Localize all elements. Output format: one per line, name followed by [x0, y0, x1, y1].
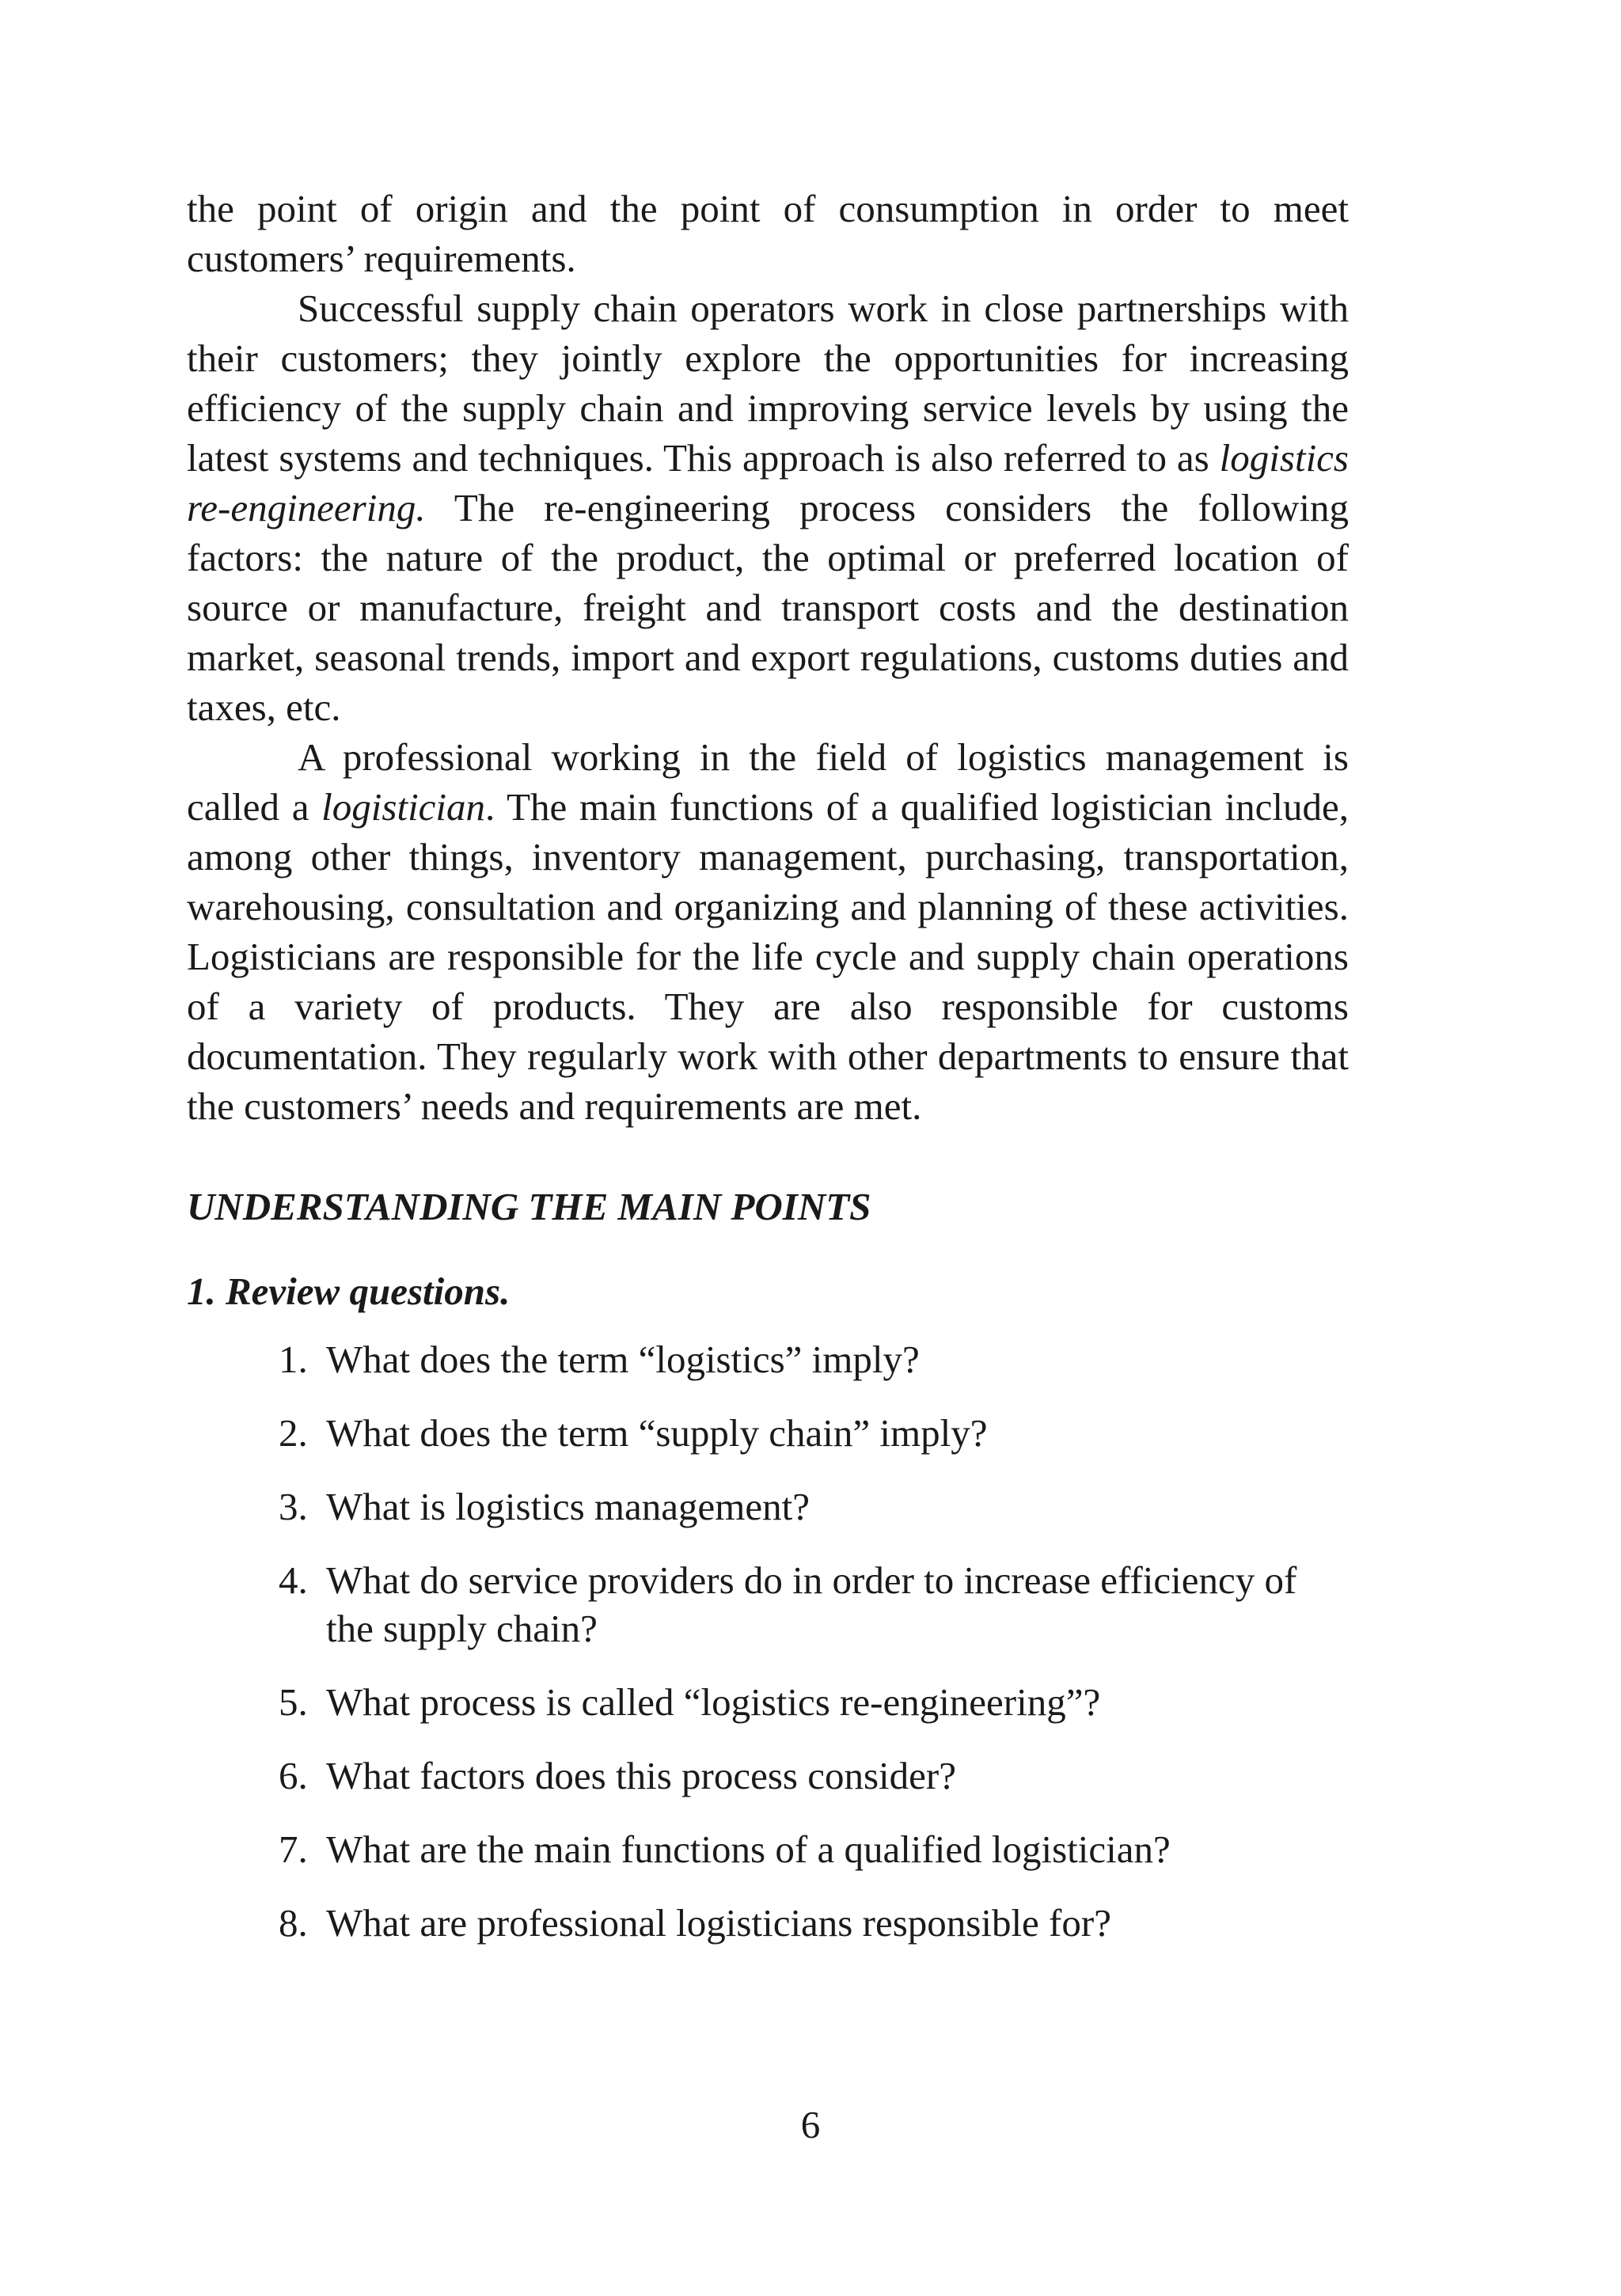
question-item — [187, 1678, 1349, 1726]
question-text: What are the main functions of a qualified logistician? — [326, 1827, 1171, 1871]
question-text: What does the term “supply chain” imply? — [326, 1411, 988, 1455]
page-number: 6 — [800, 2103, 821, 2146]
body-paragraph-1 — [187, 184, 1349, 283]
question-text: What does the term “logistics” imply? — [326, 1338, 920, 1381]
question-text: What do service providers do in order to increase efficiency of the supply chain? — [326, 1558, 1297, 1650]
question-text: What is logistics management? — [326, 1485, 810, 1528]
question-number: 6. — [279, 1754, 308, 1797]
body-paragraph-2 — [187, 283, 1349, 732]
paragraph-text: . The main functions of a qualified logistician include, among other things, inventory management, purchasing, transportation, warehousing, consultation and organizing and planning of these activities. Logisticians are responsible for the life cycle and supply chain operations of a variety of products. They are also responsible for customs documentation. They regularly work with other departments to ensure that the customers’ needs and requirements are met. — [187, 785, 1349, 1128]
paragraph-text: A professional working in the field of logistics management is called a — [187, 735, 1349, 829]
review-questions-list — [187, 1335, 1349, 1947]
question-item — [187, 1556, 1349, 1653]
question-text: What process is called “logistics re-engineering”? — [326, 1680, 1101, 1724]
question-item — [187, 1335, 1349, 1383]
question-item — [187, 1482, 1349, 1531]
page-content — [187, 184, 1349, 1972]
question-text: What are professional logisticians responsible for? — [326, 1901, 1111, 1945]
question-number: 2. — [279, 1411, 308, 1455]
exercise-heading: 1. Review questions. — [187, 1269, 511, 1313]
question-number: 8. — [279, 1901, 308, 1945]
question-item — [187, 1825, 1349, 1873]
body-paragraph-3 — [187, 732, 1349, 1131]
paragraph-text: the point of origin and the point of consumption in order to meet customers’ requirements. — [187, 187, 1349, 280]
paragraph-text: The re-engineering process considers the following factors: the nature of the product, the optimal or preferred location of source or manufacture, freight and transport costs and the destination market, seasonal trends, import and export regulations, customs duties and taxes, etc. — [187, 486, 1349, 729]
question-text: What factors does this process consider? — [326, 1754, 956, 1797]
question-number: 1. — [279, 1338, 308, 1381]
paragraph-text: Successful supply chain operators work in close partnerships with their customers; they jointly explore the opportunities for increasing efficiency of the supply chain and improving service levels by using the latest systems and techniques. This approach is also referred to as — [187, 287, 1349, 480]
question-number: 4. — [279, 1558, 308, 1602]
section-heading: UNDERSTANDING THE MAIN POINTS — [187, 1185, 871, 1228]
question-item — [187, 1409, 1349, 1457]
question-number: 3. — [279, 1485, 308, 1528]
italic-term-logistician: logistician — [321, 785, 486, 829]
italic-term-logistics-re-engineering: logistics re-engineering. — [187, 436, 1349, 529]
question-number: 5. — [279, 1680, 308, 1724]
question-item — [187, 1751, 1349, 1800]
question-item — [187, 1899, 1349, 1947]
question-number: 7. — [279, 1827, 308, 1871]
